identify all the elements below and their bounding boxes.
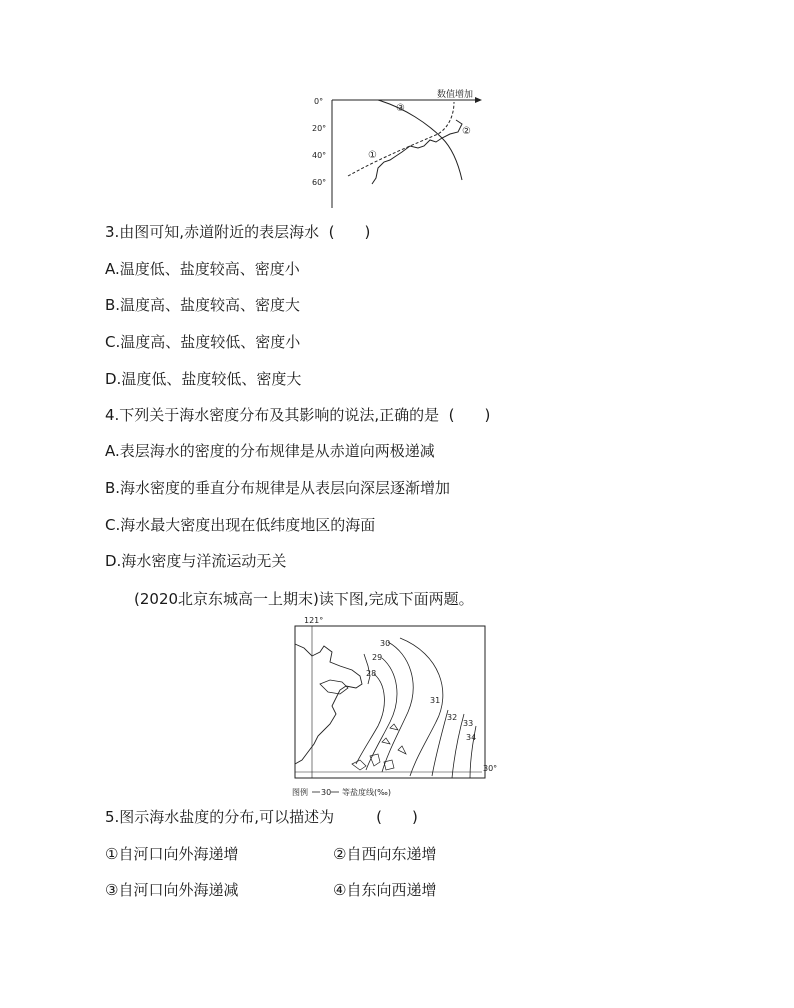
question-3-option-c: C.温度高、盐度较低、密度小 <box>105 333 301 351</box>
islands <box>352 724 406 770</box>
question-5-option-3: ③自河口向外海递减 <box>105 881 239 899</box>
curve-2 <box>372 120 462 184</box>
question-4-option-c: C.海水最大密度出现在低纬度地区的海面 <box>105 516 376 534</box>
curve-label-1: ① <box>368 150 377 161</box>
lat-label-40: 40° <box>312 151 327 160</box>
legend-value: 30 <box>321 788 332 797</box>
question-5-option-4: ④自东向西递增 <box>333 881 437 899</box>
value-increase-label: 数值增加 <box>437 90 474 100</box>
legend-prefix: 图例 <box>292 788 308 797</box>
question-5-option-2: ②自西向东递增 <box>333 845 437 863</box>
legend-text: 等盐度线(‰) <box>342 788 391 797</box>
question-5-option-1: ①自河口向外海递增 <box>105 845 239 863</box>
figure-2-salinity-map <box>290 614 500 800</box>
lat-label-0: 0° <box>314 97 324 106</box>
coastline <box>295 644 362 764</box>
answer-paren: ( ) <box>376 808 418 826</box>
curve-label-2: ② <box>462 126 471 137</box>
isoline-28 <box>356 674 384 764</box>
question-3-option-b: B.温度高、盐度较高、密度大 <box>105 296 301 314</box>
isoline-label-30: 30 <box>380 639 391 648</box>
isoline-label-34: 34 <box>466 733 477 742</box>
lat-label-20: 20° <box>312 124 327 133</box>
lon-label-121: 121° <box>304 616 324 625</box>
isoline-32 <box>432 710 448 776</box>
isoline-label-33: 33 <box>463 719 474 728</box>
map-frame <box>295 626 485 778</box>
question-4-stem: 4.下列关于海水密度分布及其影响的说法,正确的是 ( ) <box>105 406 491 424</box>
question-3-option-d: D.温度低、盐度较低、密度大 <box>105 370 302 388</box>
isoline-label-29: 29 <box>372 653 383 662</box>
question-3-option-a: A.温度低、盐度较高、密度小 <box>105 260 300 278</box>
lat-label-60: 60° <box>312 178 327 187</box>
lat-label-30: 30° <box>483 764 498 773</box>
question-4-option-d: D.海水密度与洋流运动无关 <box>105 552 287 570</box>
question-4-option-a: A.表层海水的密度的分布规律是从赤道向两极递减 <box>105 442 435 460</box>
question-3-stem: 3.由图可知,赤道附近的表层海水 ( ) <box>105 223 371 241</box>
isoline-label-31: 31 <box>430 696 441 705</box>
figure-1-latitude-chart <box>310 86 500 210</box>
curve-label-3: ③ <box>396 103 405 114</box>
group-intro: (2020北京东城高一上期末)读下图,完成下面两题。 <box>134 590 474 608</box>
curve-3 <box>378 100 462 180</box>
isoline-label-28: 28 <box>366 669 377 678</box>
answer-paren: ( ) <box>328 223 371 241</box>
x-axis-arrow <box>475 97 482 103</box>
isoline-label-32: 32 <box>447 713 458 722</box>
question-5-stem: 5.图示海水盐度的分布,可以描述为 ( ) <box>105 808 418 826</box>
isoline-30 <box>382 642 413 772</box>
answer-paren: ( ) <box>448 406 491 424</box>
question-4-option-b: B.海水密度的垂直分布规律是从表层向深层逐渐增加 <box>105 479 451 497</box>
